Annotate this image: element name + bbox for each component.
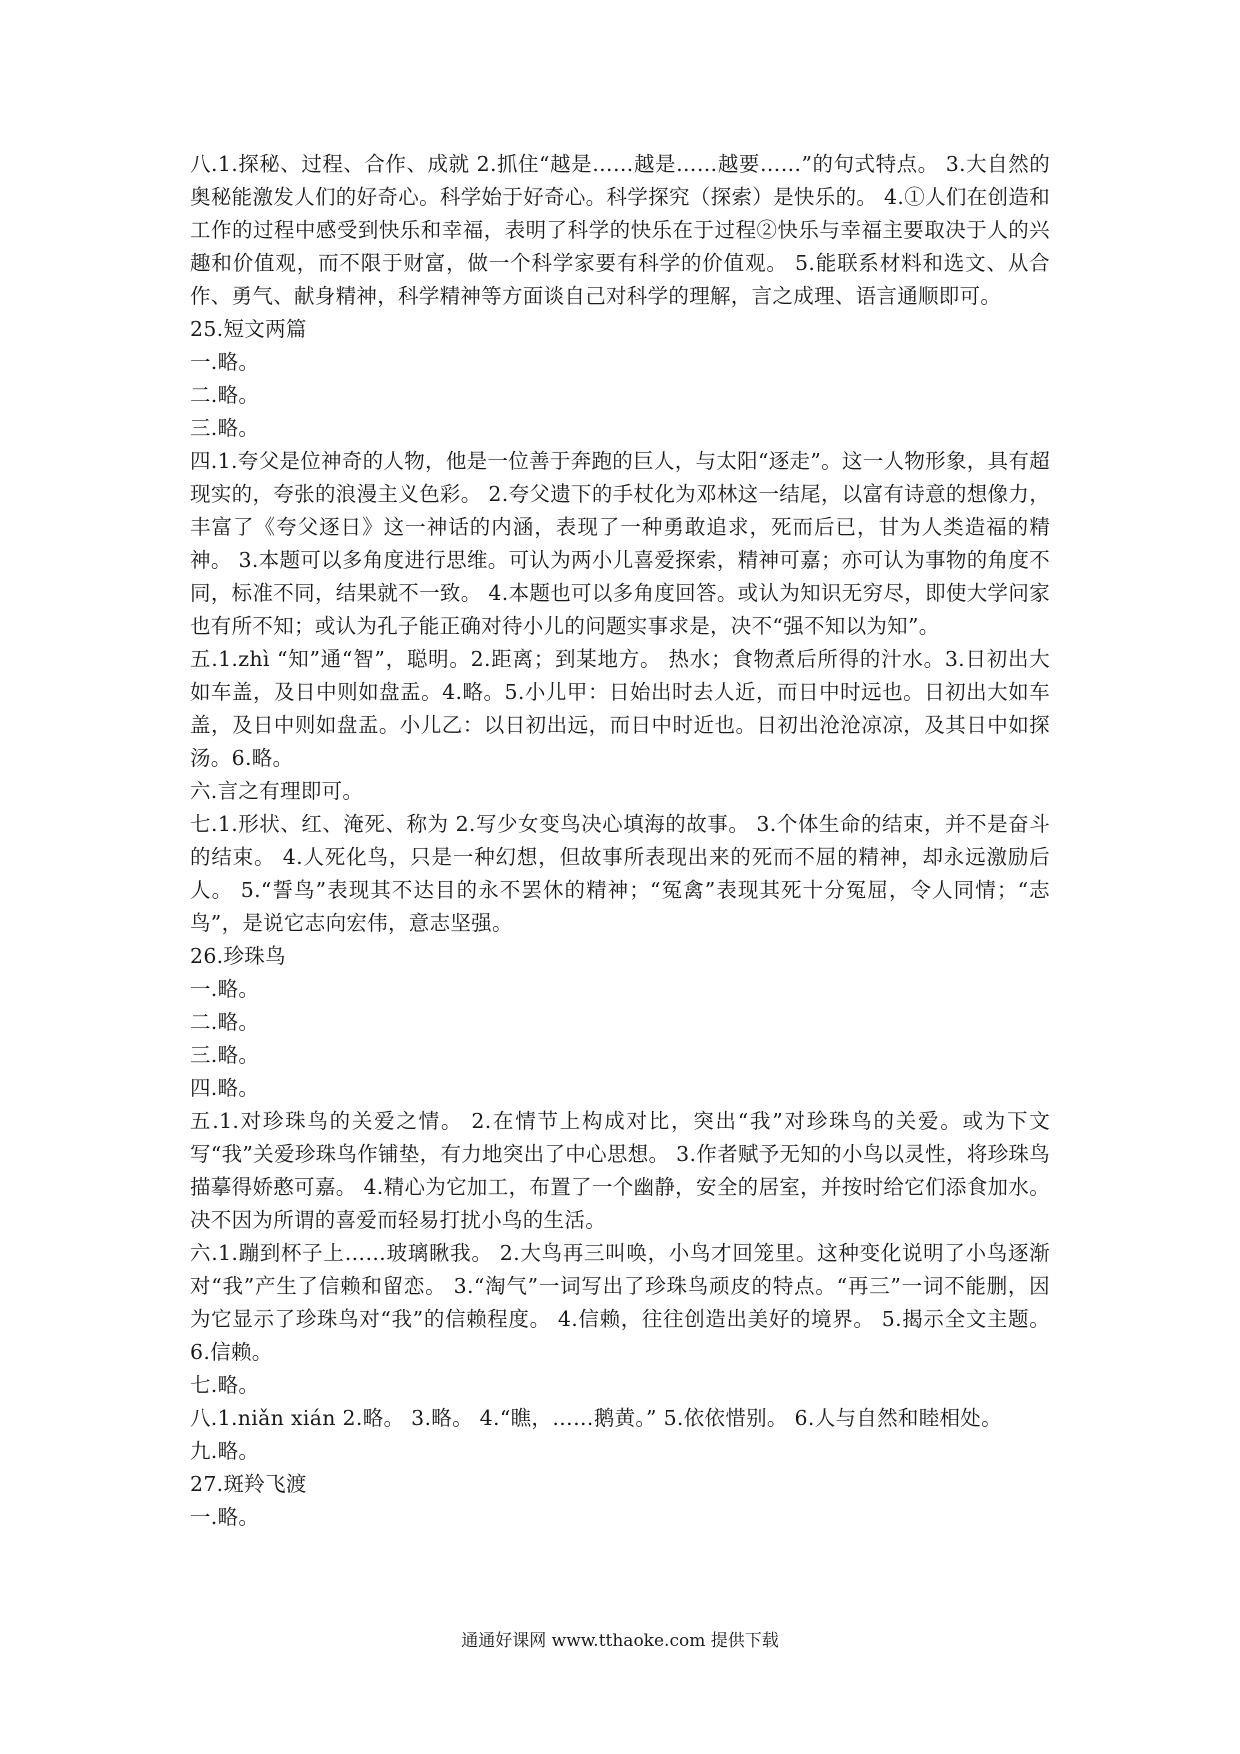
answer-paragraph: 一.略。 [190,1505,260,1529]
answer-paragraph: 一.略。 [190,977,260,1001]
answer-paragraph: 七.1.形状、红、淹死、称为 2.写少女变鸟决心填海的故事。 3.个体生命的结束，并不是奋斗的结束。 4.人死化鸟，只是一种幻想，但故事所表现出来的死而不屈的精神，却永远激励后人。 5.“誓鸟”表现其不达目的永不罢休的精神；“冤禽”表现其死十分冤屈，令人同情；“志鸟”，是说它志向宏伟，意志坚强。 [190,812,1050,935]
answer-paragraph: 八.1.探秘、过程、合作、成就 2.抓住“越是……越是……越要……”的句式特点。 3.大自然的奥秘能激发人们的好奇心。科学始于好奇心。科学探究（探索）是快乐的。 4.①人们在创造和工作的过程中感受到快乐和幸福，表明了科学的快乐在于过程②快乐与幸福主要取决于人的兴趣和价值观，而不限于财富，做一个科学家要有科学的价值观。 5.能联系材料和选文、从合作、勇气、献身精神，科学精神等方面谈自己对科学的理解，言之成理、语言通顺即可。 [190,152,1050,308]
section-heading: 25.短文两篇 [190,317,307,341]
answer-paragraph: 一.略。 [190,350,260,374]
answer-paragraph: 五.1.zhì “知”通“智”，聪明。2.距离；到某地方。 热水；食物煮后所得的汁水。3.日初出大如车盖，及日中则如盘盂。4.略。5.小儿甲：日始出时去人近，而日中时远也。日初出大如车盖，及日中则如盘盂。小儿乙：以日初出远，而日中时近也。日初出沧沧凉凉，及其日中如探汤。6.略。 [190,647,1050,770]
answer-paragraph: 二.略。 [190,383,260,407]
answer-paragraph: 八.1.niǎn xián 2.略。 3.略。 4.“瞧，……鹅黄。” 5.依依惜别。 6.人与自然和睦相处。 [190,1406,1002,1430]
section-heading: 26.珍珠鸟 [190,944,286,968]
page-footer: 通通好课网 www.tthaoke.com 提供下载 [461,1631,779,1651]
answer-paragraph: 六.1.蹦到杯子上……玻璃瞅我。 2.大鸟再三叫唤，小鸟才回笼里。这种变化说明了小鸟逐渐对“我”产生了信赖和留恋。 3.“淘气”一词写出了珍珠鸟顽皮的特点。“再三”一词不能删，因为它显示了珍珠鸟对“我”的信赖程度。 4.信赖，往往创造出美好的境界。 5.揭示全文主题。 6.信赖。 [190,1241,1050,1364]
answer-paragraph: 五.1.对珍珠鸟的关爱之情。 2.在情节上构成对比，突出“我”对珍珠鸟的关爱。或为下文写“我”关爱珍珠鸟作铺垫，有力地突出了中心思想。 3.作者赋予无知的小鸟以灵性，将珍珠鸟描摹得娇憨可嘉。 4.精心为它加工，布置了一个幽静，安全的居室，并按时给它们添食加水。决不因为所谓的喜爱而轻易打扰小鸟的生活。 [190,1109,1050,1232]
answer-paragraph: 四.1.夸父是位神奇的人物，他是一位善于奔跑的巨人，与太阳“逐走”。这一人物形象，具有超现实的，夸张的浪漫主义色彩。 2.夸父遗下的手杖化为邓林这一结尾，以富有诗意的想像力，丰富了《夸父逐日》这一神话的内涵，表现了一种勇敢追求，死而后已，甘为人类造福的精神。 3.本题可以多角度进行思维。可认为两小儿喜爱探索，精神可嘉；亦可认为事物的角度不同，标准不同，结果就不一致。 4.本题也可以多角度回答。或认为知识无穷尽，即使大学问家也有所不知；或认为孔子能正确对待小儿的问题实事求是，决不“强不知以为知”。 [190,449,1050,638]
answer-paragraph: 三.略。 [190,1043,260,1067]
answer-key-text [190,148,1050,1534]
answer-paragraph: 三.略。 [190,416,260,440]
answer-paragraph: 四.略。 [190,1076,260,1100]
answer-paragraph: 七.略。 [190,1373,260,1397]
section-heading: 27.斑羚飞渡 [190,1472,307,1496]
answer-paragraph: 九.略。 [190,1439,260,1463]
answer-paragraph: 六.言之有理即可。 [190,779,364,803]
answer-paragraph: 二.略。 [190,1010,260,1034]
